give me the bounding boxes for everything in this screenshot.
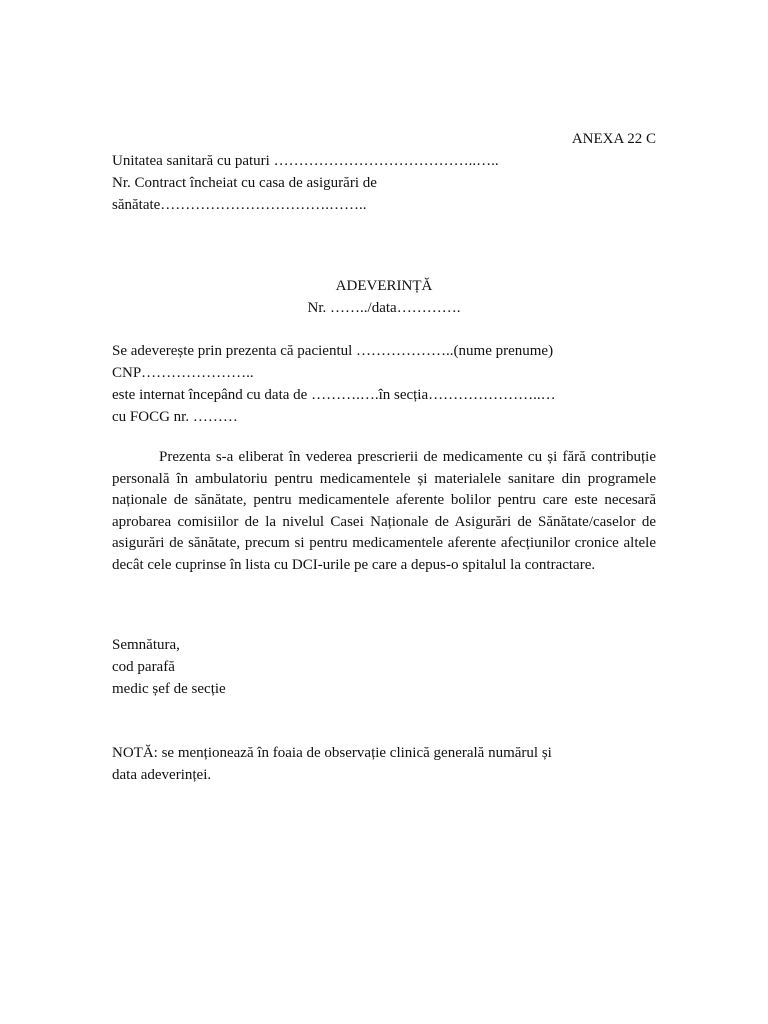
hospital-header bbox=[112, 150, 582, 216]
note-line-1: NOTĂ: se menționează în foaia de observație clinică generală numărul și bbox=[112, 745, 552, 761]
body-paragraph: Prezenta s-a eliberat în vederea prescrierii de medicamente cu și fără contribuție personală în ambulatoriu pentru medicamentele și materialele sanitare din programele naționale de sănătate, pentru medicamentele aferente bolilor pentru care este necesară aprobarea comisiilor de la nivelul Casei Naționale de Asigurări de Sănătate/caselor de asigurări de sănătate, precum si pentru medicamentele aferente afecțiunilor cronice altele decât cele cuprinse în lista cu DCI-urile pe care a depus-o spitalul la contractare. bbox=[112, 449, 656, 573]
head-physician-label: medic șef de secție bbox=[112, 681, 226, 697]
document-number-date: Nr. ……../data…………. bbox=[307, 300, 461, 316]
signature-label: Semnătura, bbox=[112, 637, 180, 653]
cnp-line: CNP………………….. bbox=[112, 365, 254, 381]
contract-number-line: Nr. Contract încheiat cu casa de asigurări de bbox=[112, 175, 377, 191]
signature-block bbox=[112, 634, 226, 700]
patient-name-line: Se adeverește prin prezenta că pacientul ………………..(nume prenume) bbox=[112, 343, 554, 359]
note-line-2: data adeverinței. bbox=[112, 767, 212, 783]
admission-line: este internat începând cu data de ……….….în secția…………………..… bbox=[112, 387, 556, 403]
note-block bbox=[112, 742, 652, 786]
focg-line: cu FOCG nr. ……… bbox=[112, 409, 238, 425]
patient-certification bbox=[112, 340, 672, 428]
document-title: ADEVERINȚĂ bbox=[335, 278, 433, 294]
annex-label: ANEXA 22 C bbox=[571, 131, 656, 147]
document-title-block bbox=[0, 275, 768, 319]
contract-number-line-cont: sănătate…………………………….…….. bbox=[112, 197, 367, 213]
hospital-unit-line: Unitatea sanitară cu paturi …………………………………..….. bbox=[112, 153, 499, 169]
seal-code-label: cod parafă bbox=[112, 659, 175, 675]
